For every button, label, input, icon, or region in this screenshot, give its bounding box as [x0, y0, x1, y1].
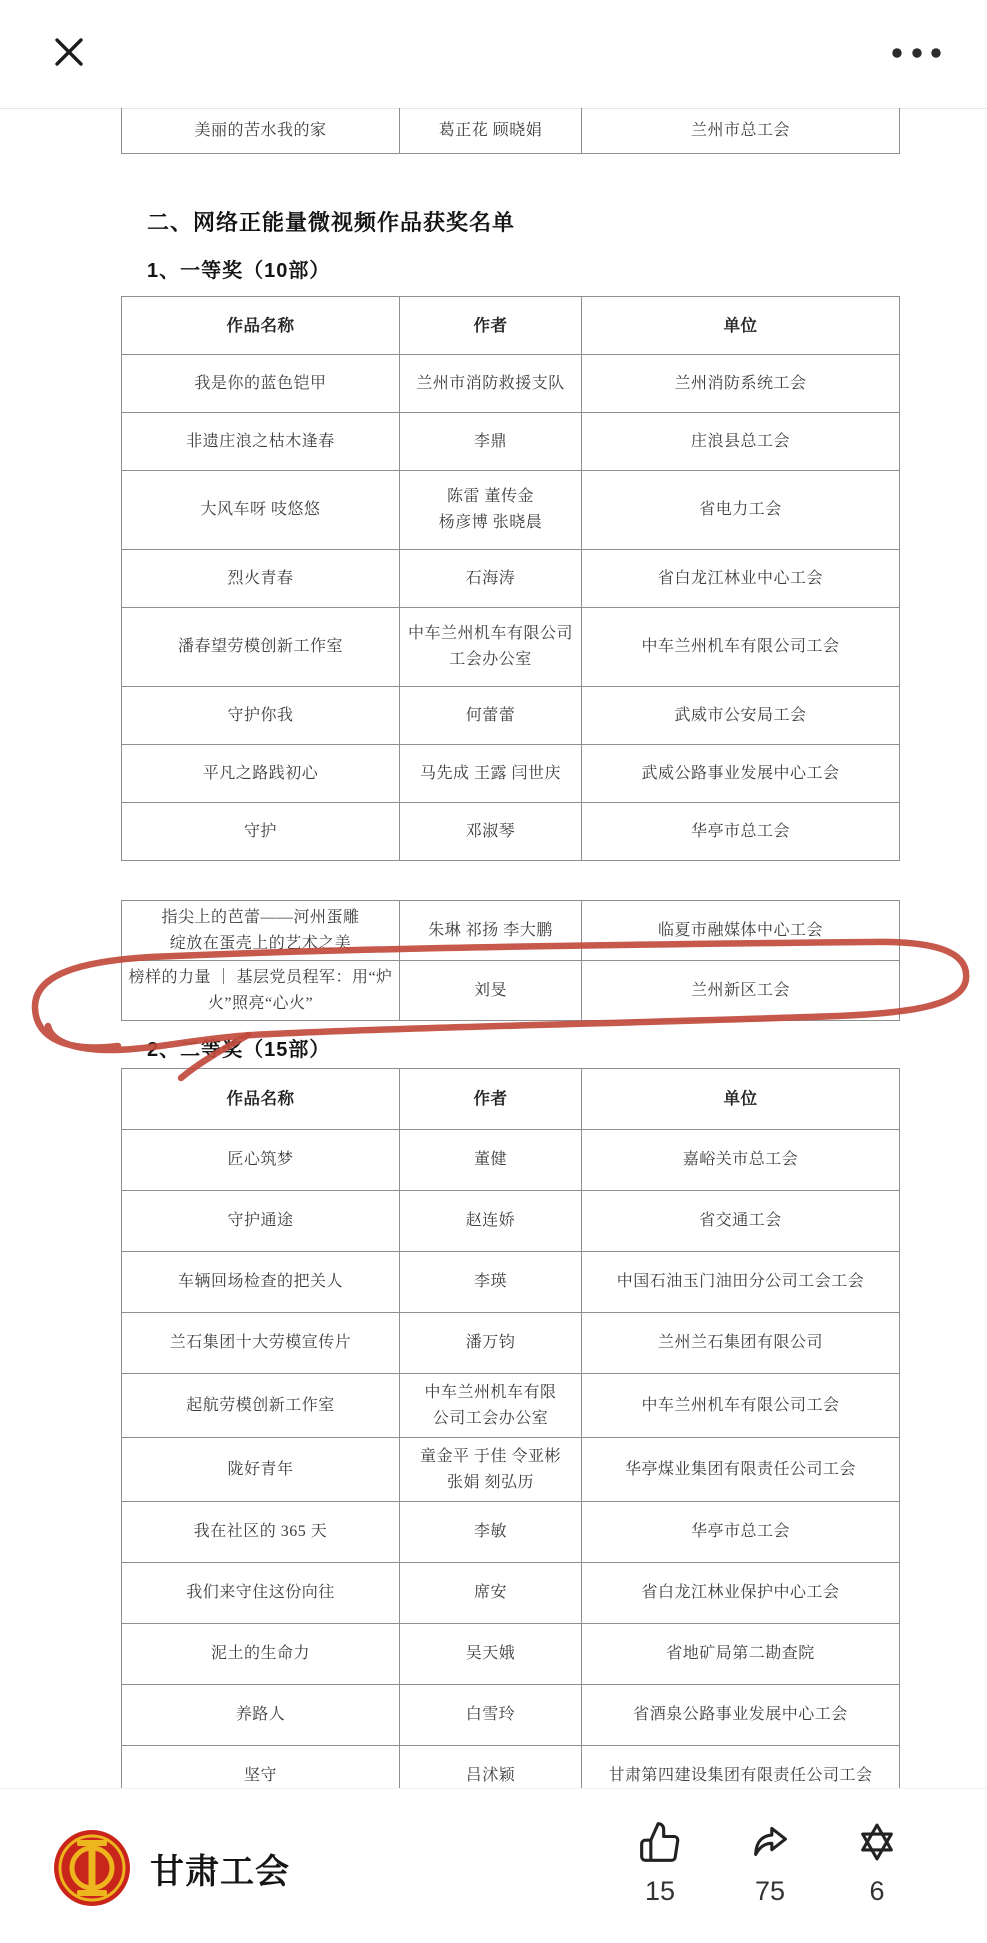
unit-cell: 中国石油玉门油田分公司工会工会 — [616, 1273, 865, 1290]
unit-cell: 武威市公安局工会 — [674, 706, 807, 724]
work-title-cell: 榜样的力量 ｜ 基层党员程军：用“炉 火”照亮“心火” — [122, 961, 400, 1020]
table-row — [122, 1374, 899, 1438]
work-title-cell: 坚守 — [122, 1746, 400, 1806]
work-title-cell: 匠心筑梦 — [122, 1130, 400, 1190]
work-title-cell: 起航劳模创新工作室 — [122, 1374, 400, 1437]
author-cell: 李敏 — [400, 1502, 582, 1562]
author-cell: 赵连娇 — [400, 1191, 582, 1251]
author-cell: 白雪玲 — [400, 1685, 582, 1745]
work-title-cell: 潘春望劳模创新工作室 — [122, 608, 400, 686]
unit-cell: 中车兰州机车有限公司工会 — [641, 638, 840, 655]
table-row — [122, 1191, 899, 1252]
column-header: 作者 — [400, 1069, 582, 1129]
table-row — [122, 355, 899, 413]
column-header: 作品名称 — [122, 1069, 400, 1129]
author-cell: 陈雷 董传金 杨彦博 张晓晨 — [400, 471, 582, 549]
column-header: 单位 — [723, 1089, 758, 1108]
table-row — [122, 608, 899, 687]
work-title-cell: 车辆回场检查的把关人 — [122, 1252, 400, 1312]
wow-count: 6 — [869, 1876, 885, 1906]
gansu-union-logo-icon — [52, 1828, 132, 1908]
work-title-cell: 守护通途 — [122, 1191, 400, 1251]
author-cell: 童金平 于佳 令亚彬 张娟 刻弘历 — [400, 1438, 582, 1501]
work-title-cell: 守护你我 — [122, 687, 400, 744]
unit-cell: 庄浪县总工会 — [690, 432, 790, 450]
subsection-second-prize: 2、二等奖（15部） — [147, 1039, 331, 1061]
author-cell: 石海涛 — [400, 550, 582, 607]
author-cell: 吴天娥 — [400, 1624, 582, 1684]
unit-cell: 武威公路事业发展中心工会 — [641, 764, 840, 782]
unit-cell: 兰州消防系统工会 — [674, 374, 807, 392]
official-account[interactable] — [52, 1828, 452, 1908]
share-count: 75 — [754, 1876, 786, 1906]
unit-cell: 兰州新区工会 — [690, 981, 790, 999]
table-row — [122, 745, 899, 803]
table-row — [122, 1685, 899, 1746]
work-title-cell: 大风车呀 吱悠悠 — [122, 471, 400, 549]
unit-cell: 华亭市总工会 — [690, 1523, 790, 1540]
author-cell: 潘万钧 — [400, 1313, 582, 1373]
work-title-cell: 养路人 — [122, 1685, 400, 1745]
unit-cell: 临夏市融媒体中心工会 — [657, 921, 823, 939]
work-title-cell: 我们来守住这份向往 — [122, 1563, 400, 1623]
table-row — [122, 961, 899, 1020]
more-menu-icon[interactable] — [884, 40, 950, 66]
table-row — [122, 550, 899, 608]
unit-cell: 省酒泉公路事业发展中心工会 — [633, 1706, 848, 1723]
unit-cell: 省白龙江林业保护中心工会 — [641, 1584, 840, 1601]
first-prize-table-continued — [121, 900, 900, 1021]
table-row — [122, 1502, 899, 1563]
author-cell: 葛正花 顾晓娟 — [400, 108, 582, 153]
unit-cell: 省白龙江林业中心工会 — [657, 569, 823, 587]
unit-cell: 省电力工会 — [699, 501, 782, 518]
work-title-cell: 指尖上的芭蕾——河州蛋雕 绽放在蛋壳上的艺术之美 — [122, 901, 400, 960]
unit-cell: 华亭市总工会 — [690, 822, 790, 840]
work-title-cell: 平凡之路践初心 — [122, 745, 400, 802]
unit-cell: 嘉峪关市总工会 — [682, 1151, 799, 1168]
unit-cell: 中车兰州机车有限公司工会 — [641, 1396, 840, 1414]
author-cell: 何蕾蕾 — [400, 687, 582, 744]
author-cell: 李鼎 — [400, 413, 582, 470]
author-cell: 朱琳 祁扬 李大鹏 — [400, 901, 582, 960]
table-row — [122, 1438, 899, 1502]
account-name: 甘肃工会 — [150, 1852, 290, 1891]
share-icon[interactable] — [748, 1820, 792, 1864]
author-cell: 李瑛 — [400, 1252, 582, 1312]
column-header: 作者 — [400, 297, 582, 354]
table-row — [122, 1624, 899, 1685]
work-title-cell: 烈火青春 — [122, 550, 400, 607]
table-header-row — [122, 297, 899, 355]
author-cell: 席安 — [400, 1563, 582, 1623]
work-title-cell: 非遗庄浪之枯木逢春 — [122, 413, 400, 470]
work-title-cell: 守护 — [122, 803, 400, 860]
table-row — [122, 901, 899, 961]
table-row — [122, 1252, 899, 1313]
author-cell: 兰州市消防救援支队 — [400, 355, 582, 412]
unit-cell: 兰州兰石集团有限公司 — [657, 1334, 823, 1351]
table-row — [122, 687, 899, 745]
top-bar — [0, 0, 987, 90]
work-title-cell: 陇好青年 — [122, 1438, 400, 1501]
unit-cell: 甘肃第四建设集团有限责任公司工会 — [608, 1767, 873, 1784]
subsection-first-prize: 1、一等奖（10部） — [147, 260, 331, 282]
table-row — [122, 803, 899, 860]
author-cell: 邓淑琴 — [400, 803, 582, 860]
work-title-cell: 我是你的蓝色铠甲 — [122, 355, 400, 412]
like-count: 15 — [644, 1876, 676, 1906]
table-row — [122, 1563, 899, 1624]
work-title-cell: 泥土的生命力 — [122, 1624, 400, 1684]
unit-cell: 省地矿局第二勘查院 — [666, 1645, 815, 1662]
author-cell: 吕沭颖 — [400, 1746, 582, 1806]
author-cell: 中车兰州机车有限 公司工会办公室 — [400, 1374, 582, 1437]
table-row — [122, 1313, 899, 1374]
table-row — [122, 1130, 899, 1191]
table-row — [122, 413, 899, 471]
like-icon[interactable] — [638, 1820, 682, 1864]
column-header: 作品名称 — [122, 297, 400, 354]
unit-cell: 华亭煤业集团有限责任公司工会 — [624, 1460, 856, 1478]
column-header: 单位 — [723, 315, 758, 335]
unit-cell: 兰州市总工会 — [690, 121, 790, 139]
section-title: 二、网络正能量微视频作品获奖名单 — [147, 210, 516, 235]
author-cell: 刘旻 — [400, 961, 582, 1020]
author-cell: 马先成 王露 闫世庆 — [400, 745, 582, 802]
table-row — [122, 471, 899, 550]
second-prize-table — [121, 1068, 900, 1868]
wow-badge-icon[interactable] — [855, 1820, 899, 1864]
author-cell: 中车兰州机车有限公司 工会办公室 — [400, 608, 582, 686]
table-header-row — [122, 1069, 899, 1130]
work-title-cell: 我在社区的 365 天 — [122, 1502, 400, 1562]
work-title-cell: 美丽的苦水我的家 — [122, 108, 400, 153]
first-prize-table — [121, 296, 900, 861]
work-title-cell: 兰石集团十大劳模宣传片 — [122, 1313, 400, 1373]
author-cell: 董健 — [400, 1130, 582, 1190]
leading-table-row — [121, 108, 900, 154]
unit-cell: 省交通工会 — [699, 1212, 782, 1229]
close-icon[interactable] — [46, 29, 92, 75]
